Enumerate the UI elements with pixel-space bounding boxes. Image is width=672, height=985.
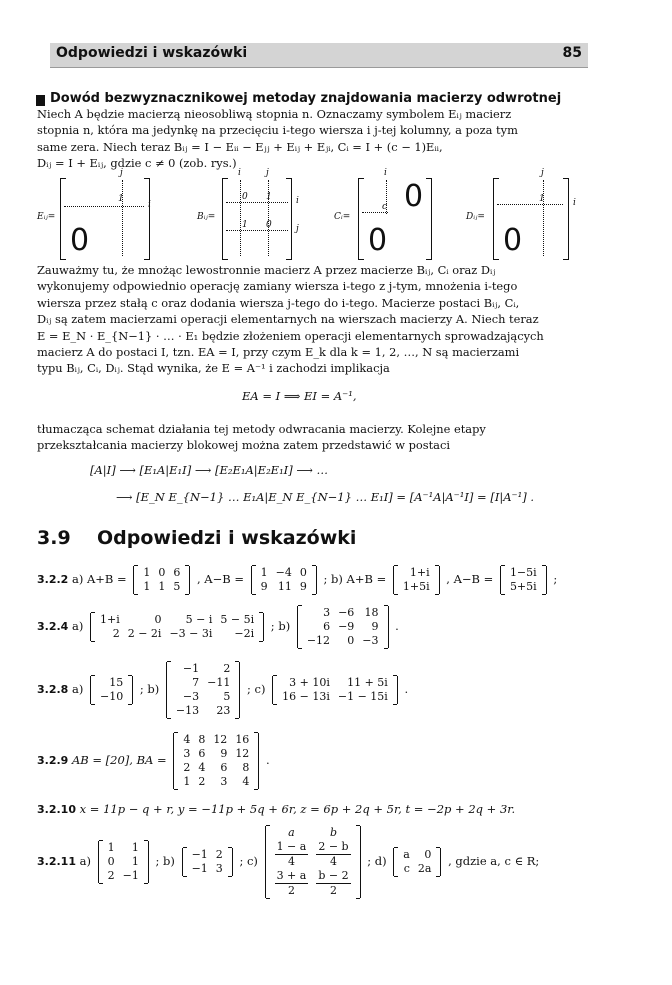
implication-formula: EA = I ⟹ EI = A⁻¹, [242,389,357,403]
matrix-cell: 11 [277,580,292,593]
matrix-cell: 8 [242,761,250,774]
matrix-cell: 16 [235,733,250,746]
matrix-cell: 1+i [409,566,430,579]
fig-label-e: Eᵢⱼ= [37,212,56,222]
matrix-cell: 15 [109,676,124,689]
answer-label: 3.2.9 [37,754,69,767]
matrix [297,606,389,648]
matrix [500,566,547,594]
matrix-cell: 3 + 10i [289,676,330,689]
matrix-cell: 0 [154,613,162,626]
matrix-cell: 1+i [99,613,120,626]
matrix-cell: 11 + 5i [347,676,388,689]
matrix-cell: 9 [260,580,268,593]
matrix-cell: −2i [234,627,255,640]
matrix-cell: 5 − 5i [220,613,255,626]
matrix-cell: 2 [198,775,206,788]
fig-matrix-b: 0 1 1 0 i j i j [222,178,292,260]
answer-label: 3.2.8 [37,683,69,696]
matrix-cell: 0 [158,566,166,579]
matrix-cell: −1 [191,848,208,861]
matrix-cell: 4 [183,733,191,746]
matrix-cell: $\frac{1 - a}{4}$ [276,840,307,868]
matrix-cell: 3 [183,747,191,760]
running-header [50,43,588,68]
matrix-cell: a [288,826,295,839]
matrix-cell: −1 − 15i [337,690,388,703]
answer-label: 3.2.11 [37,855,76,868]
matrix-cell: $\frac{3 + a}{2}$ [276,869,307,897]
matrix-cell: $\frac{2 - b}{4}$ [318,840,349,868]
matrix-cell: 6 [323,620,331,633]
matrix-cell: 3 [220,775,228,788]
matrix-cell: 1 [107,841,115,854]
proof-paragraph-3: tłumacząca schemat działania tej metody odwracania macierzy. Kolejne etapy przekształcania macierzy blokowej można zatem przedstawić w postaci [37,422,486,453]
proof-title: Dowód bezwyznacznikowej metoday znajdowania macierzy odwrotnej [50,91,562,106]
proof-paragraph-2: Zauważmy tu, że mnożąc lewostronnie macierz A przez macierze Bᵢⱼ, Cᵢ oraz Dᵢⱼ wykonujemy odpowiednio operację zamiany wiersza i-tego z j-tym, mnożenia i-tego wiersza przez stałą c oraz dodania wiersza j-tego do i-tego. Macierze postaci Bᵢⱼ, Cᵢ, Dᵢⱼ są zatem macierzami operacji elementarnych na wierszach macierzy A. Niech teraz E = E_N · E_{N−1} · … · E₁ będzie złożeniem operacji elementarnych sprowadzających macierz A do postaci I, tzn. EA = I, przy czym E_k dla k = 1, 2, …, N są macierzami typu Bᵢⱼ, Cᵢ, Dᵢⱼ. Stąd wynika, że E = A⁻¹ i zachodzi implikacja [37,263,544,376]
matrix-cell: 1 [143,566,151,579]
matrix-cell: 18 [364,606,379,619]
running-header-title: Odpowiedzi i wskazówki [56,45,248,61]
fig-matrix-e: 1 i j 0 [60,178,150,260]
matrix-cell: 8 [198,733,206,746]
matrix-cell: 1 [131,841,139,854]
matrix [90,676,133,704]
matrix-cell: 1 [158,580,166,593]
zero-symbol: 0 [70,223,90,258]
matrix-cell: 23 [216,704,231,717]
matrix-cell: 9 [371,620,379,633]
proof-paragraph-1: Niech A będzie macierzą nieosobliwą stopnia n. Oznaczamy symbolem Eᵢⱼ macierz stopnia n, która ma jedynkę na przecięciu i-tego wiersza i j-tej kolumny, a poza tym same zera. Niech teraz Bᵢⱼ = I − Eᵢᵢ − Eⱼⱼ + Eᵢⱼ + Eⱼᵢ, Cᵢ = I + (c − 1)Eᵢᵢ, Dᵢⱼ = I + Eᵢⱼ, gdzie c ≠ 0 (zob. rys.) [37,107,518,171]
matrix-cell: 1 [143,580,151,593]
matrix-cell: 5 − i [185,613,213,626]
matrix-cell: 3 [215,862,223,875]
matrix-cell: −6 [338,606,355,619]
matrix-cell: 2 [183,761,191,774]
matrix-cell: a [403,848,410,861]
answer-label: 3.2.4 [37,620,69,633]
matrix-cell: 2a [417,862,432,875]
matrix [393,848,441,876]
answer-3-2-4: 3.2.4 a) 1+i 0 5 − i 5 − 5i 2 2 − 2i −3 − 3i −2i ; b) 3 −6 18 6 −9 9 −12 0 −3 . [37,606,399,647]
matrix [251,566,317,594]
matrix-cell: $\frac{b - 2}{2}$ [318,869,349,897]
chain-formula-line-1: [A|I] ⟶ [E₁A|E₁I] ⟶ [E₂E₁A|E₂E₁I] ⟶ … [90,463,329,477]
page-number: 85 [562,45,582,61]
matrix-cell: −3 [182,690,200,703]
matrix [90,613,264,641]
matrix-cell: b [329,826,337,839]
answer-3-2-11: 3.2.11 a) 1 1 0 1 2 −1 ; b) −1 2 −1 3 ; c) a b $\frac{1 - a}{4}$ $\frac{2 - b}{4}$ $\frac{3 + a}{2}$ $\frac{b - 2}{2}$ ; d) a 0 c 2a , gdzie a, c ∈ R; [37,826,540,897]
matrix-cell: 9 [220,747,228,760]
section-bullet-square [36,95,45,106]
matrix-cell: 1 [260,566,268,579]
matrix-cell: 6 [220,761,228,774]
matrix-cell: 9 [299,580,307,593]
matrix-cell: 16 − 13i [282,690,330,703]
matrix-cell: 1 [183,775,191,788]
answer-label: 3.2.2 [37,573,69,586]
matrix-cell: 4 [198,761,206,774]
matrix-cell: −10 [99,690,124,703]
matrix-cell: −3 − 3i [169,627,213,640]
matrix-cell: 12 [213,733,228,746]
matrix [173,733,259,789]
matrix [98,841,149,883]
section-heading [37,527,356,549]
matrix-cell: 2 [107,869,115,882]
matrix-cell: −9 [338,620,355,633]
answer-3-2-9: 3.2.9 AB = [20], BA = 4 8 12 16 3 6 9 12 2 4 6 8 1 2 3 4 . [37,733,270,788]
matrix-cell: 0 [424,848,432,861]
matrix-cell: −4 [275,566,292,579]
answer-label: 3.2.10 [37,803,76,816]
fig-label-d: Dᵢⱼ= [466,212,485,222]
matrix-cell: 3 [323,606,331,619]
matrix-cell: 0 [107,855,115,868]
chain-formula-line-2: ⟶ [E_N E_{N−1} … E₁A|E_N E_{N−1} … E₁I] = [A⁻¹A|A⁻¹I] = [I|A⁻¹] . [116,490,535,504]
matrix-cell: 5+5i [509,580,537,593]
matrix [272,676,398,704]
fig-label-b: Bᵢⱼ= [197,212,216,222]
section-number: 3.9 [37,527,71,549]
matrix-cell: 2 [215,848,223,861]
answer-3-2-2: 3.2.2 a) A+B = 1 0 6 1 1 5 , A−B = 1 −4 0 9 11 9 ; b) A+B = 1+i 1+5i , A−B = 1−5i 5+5i ; [37,566,558,593]
matrix-cell: 4 [242,775,250,788]
matrix [133,566,190,594]
matrix-cell: 6 [198,747,206,760]
matrix-cell: −12 [306,634,331,647]
matrix-cell: 12 [235,747,250,760]
matrix-cell: −1 [191,862,208,875]
matrix-cell: −3 [362,634,379,647]
matrix-cell: −1 [122,869,139,882]
answer-3-2-8: 3.2.8 a) 15 −10 ; b) −1 2 7 −11 −3 5 −13 23 ; c) 3 + 10i 11 + 5i 16 − 13i −1 − 15i . [37,662,409,717]
matrix [182,848,233,876]
matrix [166,662,240,718]
matrix-cell: −1 [182,662,200,675]
matrix [265,826,361,898]
matrix-cell: 6 [173,566,181,579]
answer-3-2-10: 3.2.10 x = 11p − q + r, y = −11p + 5q + 6r, z = 6p + 2q + 5r, t = −2p + 2q + 3r. [37,802,516,816]
matrix-cell: −11 [207,676,231,689]
matrix-cell: 2 − 2i [127,627,162,640]
fig-matrix-c: c i 0 0 [358,178,432,260]
matrix-cell: 0 [347,634,355,647]
matrix-cell: 1 [131,855,139,868]
matrix-cell: 2 [223,662,231,675]
matrix-cell: 1+5i [402,580,430,593]
matrix-cell: 7 [192,676,200,689]
matrix-cell: c [403,862,410,875]
fig-matrix-d: 1 i j 0 [493,178,569,260]
matrix-cell: 0 [299,566,307,579]
matrix-cell: 2 [112,627,120,640]
matrix-cell: 5 [223,690,231,703]
section-heading-title: Odpowiedzi i wskazówki [97,527,357,549]
matrix-cell: −13 [175,704,200,717]
fig-label-c: Cᵢ= [334,212,351,222]
matrix-cell: 1−5i [509,566,537,579]
matrix [393,566,440,594]
matrix-cell: 5 [173,580,181,593]
